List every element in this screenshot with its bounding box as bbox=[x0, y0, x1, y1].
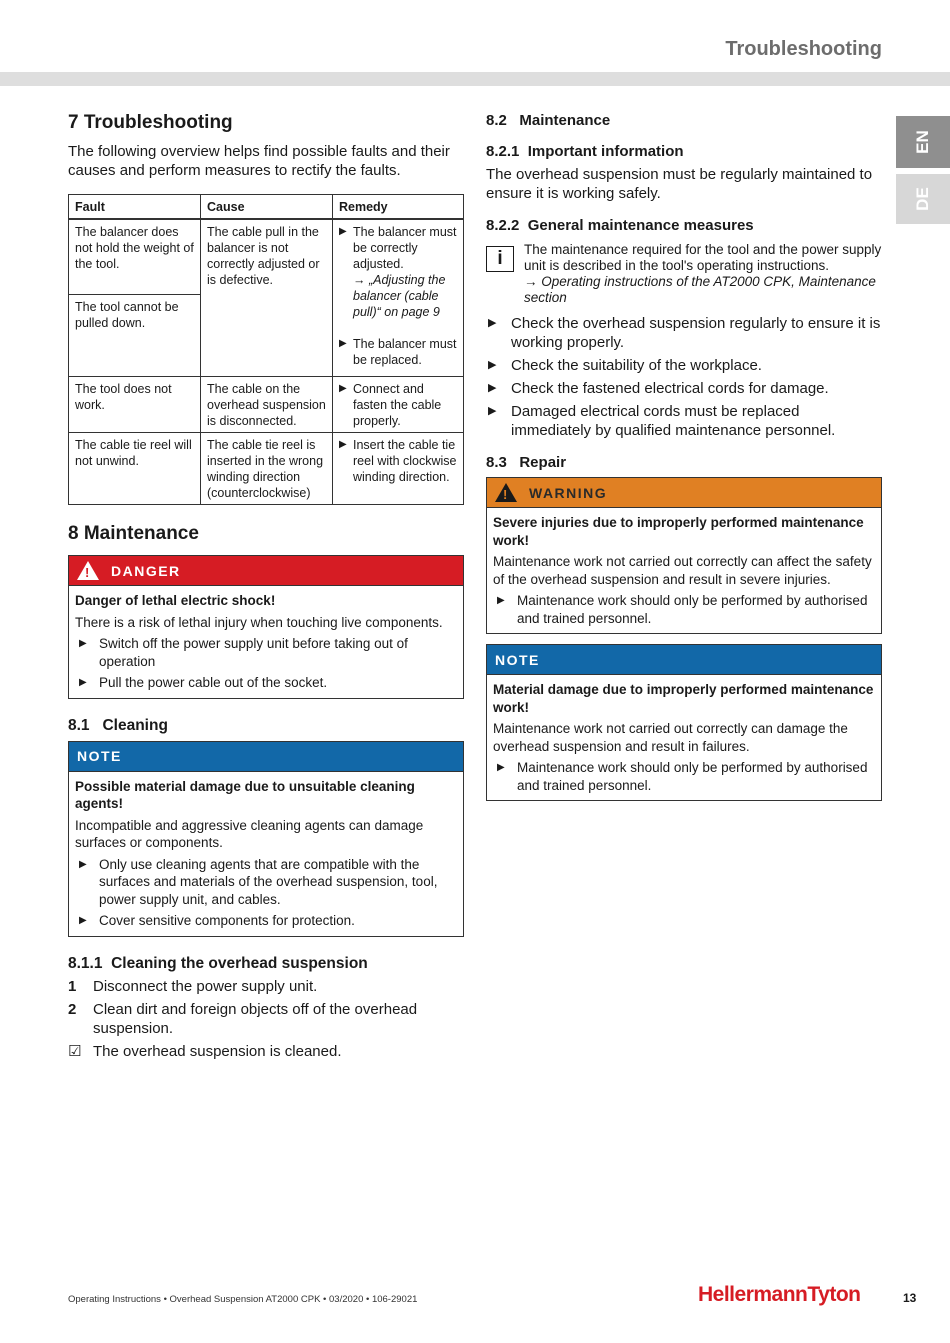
language-tab-de[interactable] bbox=[896, 174, 950, 224]
header-divider-bar bbox=[0, 72, 950, 86]
danger-bullet: Switch off the power supply unit before taking out of operation bbox=[99, 636, 408, 669]
bullet-arrow-icon: ▶ bbox=[79, 915, 87, 926]
remedy-cell bbox=[333, 433, 464, 505]
bullet-arrow-icon: ▶ bbox=[488, 382, 497, 394]
bullet-arrow-icon: ▶ bbox=[79, 858, 87, 870]
fault-cell: The balancer does not hold the weight of the tool. bbox=[69, 219, 201, 295]
note-title: Material damage due to improperly performed maintenance work! bbox=[493, 682, 874, 715]
language-tab-en-label: EN bbox=[913, 130, 932, 154]
bullet-arrow-icon: ▶ bbox=[79, 677, 87, 688]
bullet-arrow-icon: ▶ bbox=[488, 359, 497, 371]
warning-box-body bbox=[487, 507, 881, 633]
language-tab-en[interactable] bbox=[896, 116, 950, 168]
result-text: The overhead suspension is cleaned. bbox=[93, 1042, 342, 1060]
result-item bbox=[68, 1042, 464, 1061]
warning-label: WARNING bbox=[529, 484, 608, 501]
bullet-arrow-icon: ▶ bbox=[339, 338, 347, 349]
note-box-header: NOTE bbox=[69, 742, 463, 771]
table-header-row bbox=[69, 195, 464, 220]
note-title: Possible material damage due to unsuitable cleaning agents! bbox=[75, 778, 415, 811]
section-8-title: 8 Maintenance bbox=[68, 523, 199, 544]
bullet-arrow-icon: ▶ bbox=[488, 317, 497, 329]
table-row bbox=[69, 377, 464, 433]
danger-text: There is a risk of lethal injury when touching live components. bbox=[75, 614, 443, 630]
bullet-arrow-icon: ▶ bbox=[497, 595, 505, 606]
list-item bbox=[75, 856, 457, 909]
cross-reference-link[interactable]: → „Adjusting the balancer (cable pull)“ on page 9 bbox=[353, 273, 446, 319]
step-item bbox=[68, 977, 464, 996]
remedy-cell bbox=[333, 219, 464, 377]
step-text: Clean dirt and foreign objects off of the overhead suspension. bbox=[93, 1000, 418, 1037]
hellermanntyton-logo bbox=[698, 1283, 860, 1307]
danger-bullet: Pull the power cable out of the socket. bbox=[99, 675, 328, 690]
bullet-arrow-icon: ▶ bbox=[339, 439, 347, 450]
note-box-header: NOTE bbox=[487, 645, 881, 674]
danger-label: DANGER bbox=[111, 562, 181, 579]
info-text: The maintenance required for the tool and the power supply unit is described in the tool's operating instructions. bbox=[524, 242, 882, 273]
list-item bbox=[493, 592, 875, 627]
note-text: Maintenance work not carried out correctly can damage the overhead suspension and result in failures. bbox=[493, 721, 848, 754]
cause-cell: The cable tie reel is inserted in the wrong winding direction (counterclockwise) bbox=[201, 433, 333, 505]
warning-box-header bbox=[487, 478, 881, 507]
maintenance-measures-list bbox=[486, 314, 882, 440]
note-box-body bbox=[69, 771, 463, 936]
remedy-text: Connect and fasten the cable properly. bbox=[353, 382, 442, 428]
step-item bbox=[68, 1000, 464, 1038]
section-8-2-1-text: The overhead suspension must be regularly maintained to ensure it is working safely. bbox=[486, 166, 873, 202]
list-item bbox=[75, 635, 457, 670]
remedy-item bbox=[339, 381, 457, 429]
warning-text: Maintenance work not carried out correctly can affect the safety of the overhead suspension and result in severe injuries. bbox=[493, 554, 872, 587]
fault-cell: The tool does not work. bbox=[69, 377, 201, 433]
warning-bullet: Maintenance work should only be performed by authorised and trained personnel. bbox=[517, 593, 868, 626]
warning-title: Severe injuries due to improperly performed maintenance work! bbox=[493, 515, 864, 548]
step-number: 1 bbox=[68, 977, 77, 995]
remedy-item bbox=[339, 437, 457, 485]
bullet-arrow-icon: ▶ bbox=[79, 638, 87, 649]
info-cross-reference[interactable]: → Operating instructions of the AT2000 CPK, Maintenance section bbox=[524, 274, 876, 305]
bullet-arrow-icon: ▶ bbox=[339, 226, 347, 237]
step-number: 2 bbox=[68, 1000, 77, 1018]
section-8-3-title: 8.3 Repair bbox=[486, 454, 567, 471]
section-7-intro: The following overview helps find possible faults and their causes and perform measures to rectify the faults. bbox=[68, 143, 450, 179]
column-header-fault: Fault bbox=[69, 195, 201, 220]
bullet-arrow-icon: ▶ bbox=[488, 405, 497, 417]
fault-cell: The cable tie reel will not unwind. bbox=[69, 433, 201, 505]
list-item bbox=[75, 912, 457, 930]
info-block bbox=[486, 242, 882, 306]
logo-part-a: Hellermann bbox=[698, 1283, 808, 1306]
bullet-arrow-icon: ▶ bbox=[497, 762, 505, 773]
cause-cell: The cable pull in the balancer is not correctly adjusted or is defective. bbox=[201, 219, 333, 377]
remedy-text: Insert the cable tie reel with clockwise winding direction. bbox=[353, 438, 457, 484]
section-8-2-title: 8.2 Maintenance bbox=[486, 112, 611, 129]
fault-cell: The tool cannot be pulled down. bbox=[69, 295, 201, 377]
note-text: Incompatible and aggressive cleaning agents can damage surfaces or components. bbox=[75, 817, 424, 850]
checkbox-checked-icon: ☑ bbox=[68, 1042, 82, 1060]
note-box-body bbox=[487, 674, 881, 800]
danger-box bbox=[68, 555, 464, 699]
measure-text: Damaged electrical cords must be replaced immediately by qualified maintenance personnel. bbox=[511, 403, 836, 439]
section-8-1-title: 8.1 Cleaning bbox=[68, 716, 168, 734]
list-item bbox=[493, 759, 875, 794]
column-header-cause: Cause bbox=[201, 195, 333, 220]
danger-box-body bbox=[69, 585, 463, 698]
step-text: Disconnect the power supply unit. bbox=[93, 977, 318, 995]
bullet-arrow-icon: ▶ bbox=[339, 383, 347, 394]
warning-box bbox=[486, 477, 882, 634]
remedy-text: The balancer must be correctly adjusted. bbox=[353, 225, 457, 271]
list-item bbox=[486, 379, 882, 398]
note-bullet: Maintenance work should only be performed by authorised and trained personnel. bbox=[517, 760, 868, 793]
list-item bbox=[75, 674, 457, 692]
remedy-text: The balancer must be replaced. bbox=[353, 337, 457, 367]
measure-text: Check the suitability of the workplace. bbox=[511, 357, 762, 374]
remedy-item bbox=[339, 336, 457, 368]
column-header-remedy: Remedy bbox=[333, 195, 464, 220]
cause-cell: The cable on the overhead suspension is disconnected. bbox=[201, 377, 333, 433]
measure-text: Check the overhead suspension regularly to ensure it is working properly. bbox=[511, 315, 881, 351]
note-bullet: Only use cleaning agents that are compatible with the surfaces and materials of the overhead suspension, tool, power supply unit, and cables. bbox=[99, 856, 438, 907]
note-box-repair bbox=[486, 644, 882, 801]
section-8-2-2-title: 8.2.2 General maintenance measures bbox=[486, 217, 754, 234]
remedy-cell bbox=[333, 377, 464, 433]
language-tab-de-label: DE bbox=[913, 187, 932, 211]
footer-document-info: Operating Instructions • Overhead Suspension AT2000 CPK • 03/2020 • 106-29021 bbox=[68, 1294, 418, 1305]
warning-triangle-icon bbox=[495, 483, 517, 502]
measure-text: Check the fastened electrical cords for damage. bbox=[511, 380, 829, 397]
list-item bbox=[486, 356, 882, 375]
list-item bbox=[486, 314, 882, 352]
left-column bbox=[68, 112, 464, 1061]
troubleshooting-table bbox=[68, 194, 464, 505]
table-row bbox=[69, 219, 464, 295]
section-8-1-1-title: 8.1.1 Cleaning the overhead suspension bbox=[68, 954, 368, 972]
section-8-2-1-title: 8.2.1 Important information bbox=[486, 143, 684, 160]
right-column bbox=[486, 112, 882, 801]
info-icon: i bbox=[486, 246, 514, 272]
section-7-title: 7 Troubleshooting bbox=[68, 112, 233, 133]
warning-triangle-icon bbox=[77, 561, 99, 580]
list-item bbox=[486, 402, 882, 440]
danger-title: Danger of lethal electric shock! bbox=[75, 593, 276, 608]
page-number: 13 bbox=[903, 1291, 917, 1305]
page-header-title: Troubleshooting bbox=[725, 38, 882, 60]
logo-part-b: Tyton bbox=[807, 1283, 861, 1306]
note-bullet: Cover sensitive components for protection. bbox=[99, 913, 355, 928]
note-box-cleaning bbox=[68, 741, 464, 937]
table-row bbox=[69, 433, 464, 505]
remedy-item bbox=[339, 224, 457, 320]
danger-box-header bbox=[69, 556, 463, 585]
